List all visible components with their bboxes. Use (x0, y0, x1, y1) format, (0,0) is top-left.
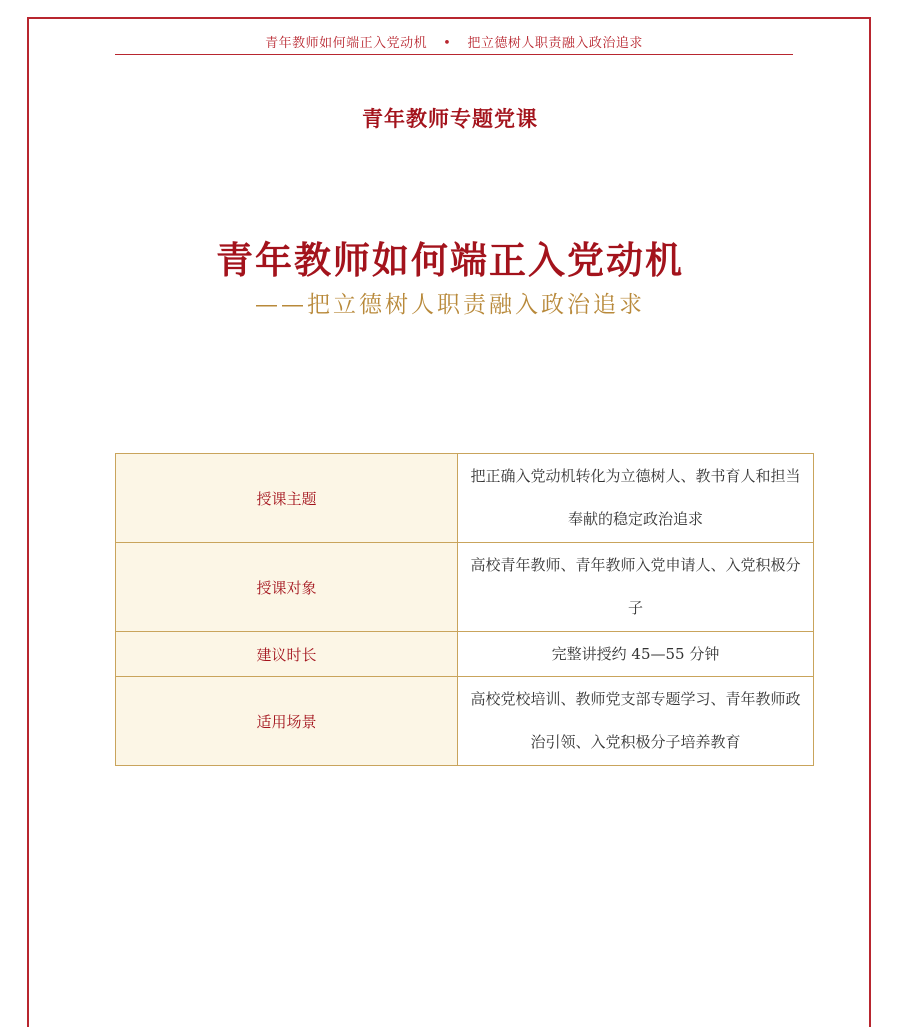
label-scenario: 适用场景 (116, 677, 458, 766)
value-audience: 高校青年教师、青年教师入党申请人、入党积极分子 (458, 543, 814, 632)
course-info-table (115, 453, 814, 766)
value-duration: 完整讲授约 45—55 分钟 (458, 632, 814, 677)
label-audience: 授课对象 (116, 543, 458, 632)
running-header (115, 33, 793, 55)
header-rule (115, 54, 793, 55)
page-title: 青年教师如何端正入党动机 (216, 238, 684, 282)
label-topic: 授课主题 (116, 454, 458, 543)
running-header-subtitle: 把立德树人职责融入政治追求 (467, 36, 643, 51)
value-topic: 把正确入党动机转化为立德树人、教书育人和担当奉献的稳定政治追求 (458, 454, 814, 543)
table-row-topic (116, 454, 814, 543)
value-scenario: 高校党校培训、教师党支部专题学习、青年教师政治引领、入党积极分子培养教育 (458, 677, 814, 766)
page-subtitle: ——把立德树人职责融入政治追求 (255, 292, 645, 318)
table-row-audience (116, 543, 814, 632)
label-duration: 建议时长 (116, 632, 458, 677)
table-row-scenario (116, 677, 814, 766)
series-title: 青年教师专题党课 (362, 106, 538, 131)
running-header-separator: • (443, 36, 452, 51)
running-header-title: 青年教师如何端正入党动机 (265, 36, 428, 51)
table-row-duration (116, 632, 814, 677)
